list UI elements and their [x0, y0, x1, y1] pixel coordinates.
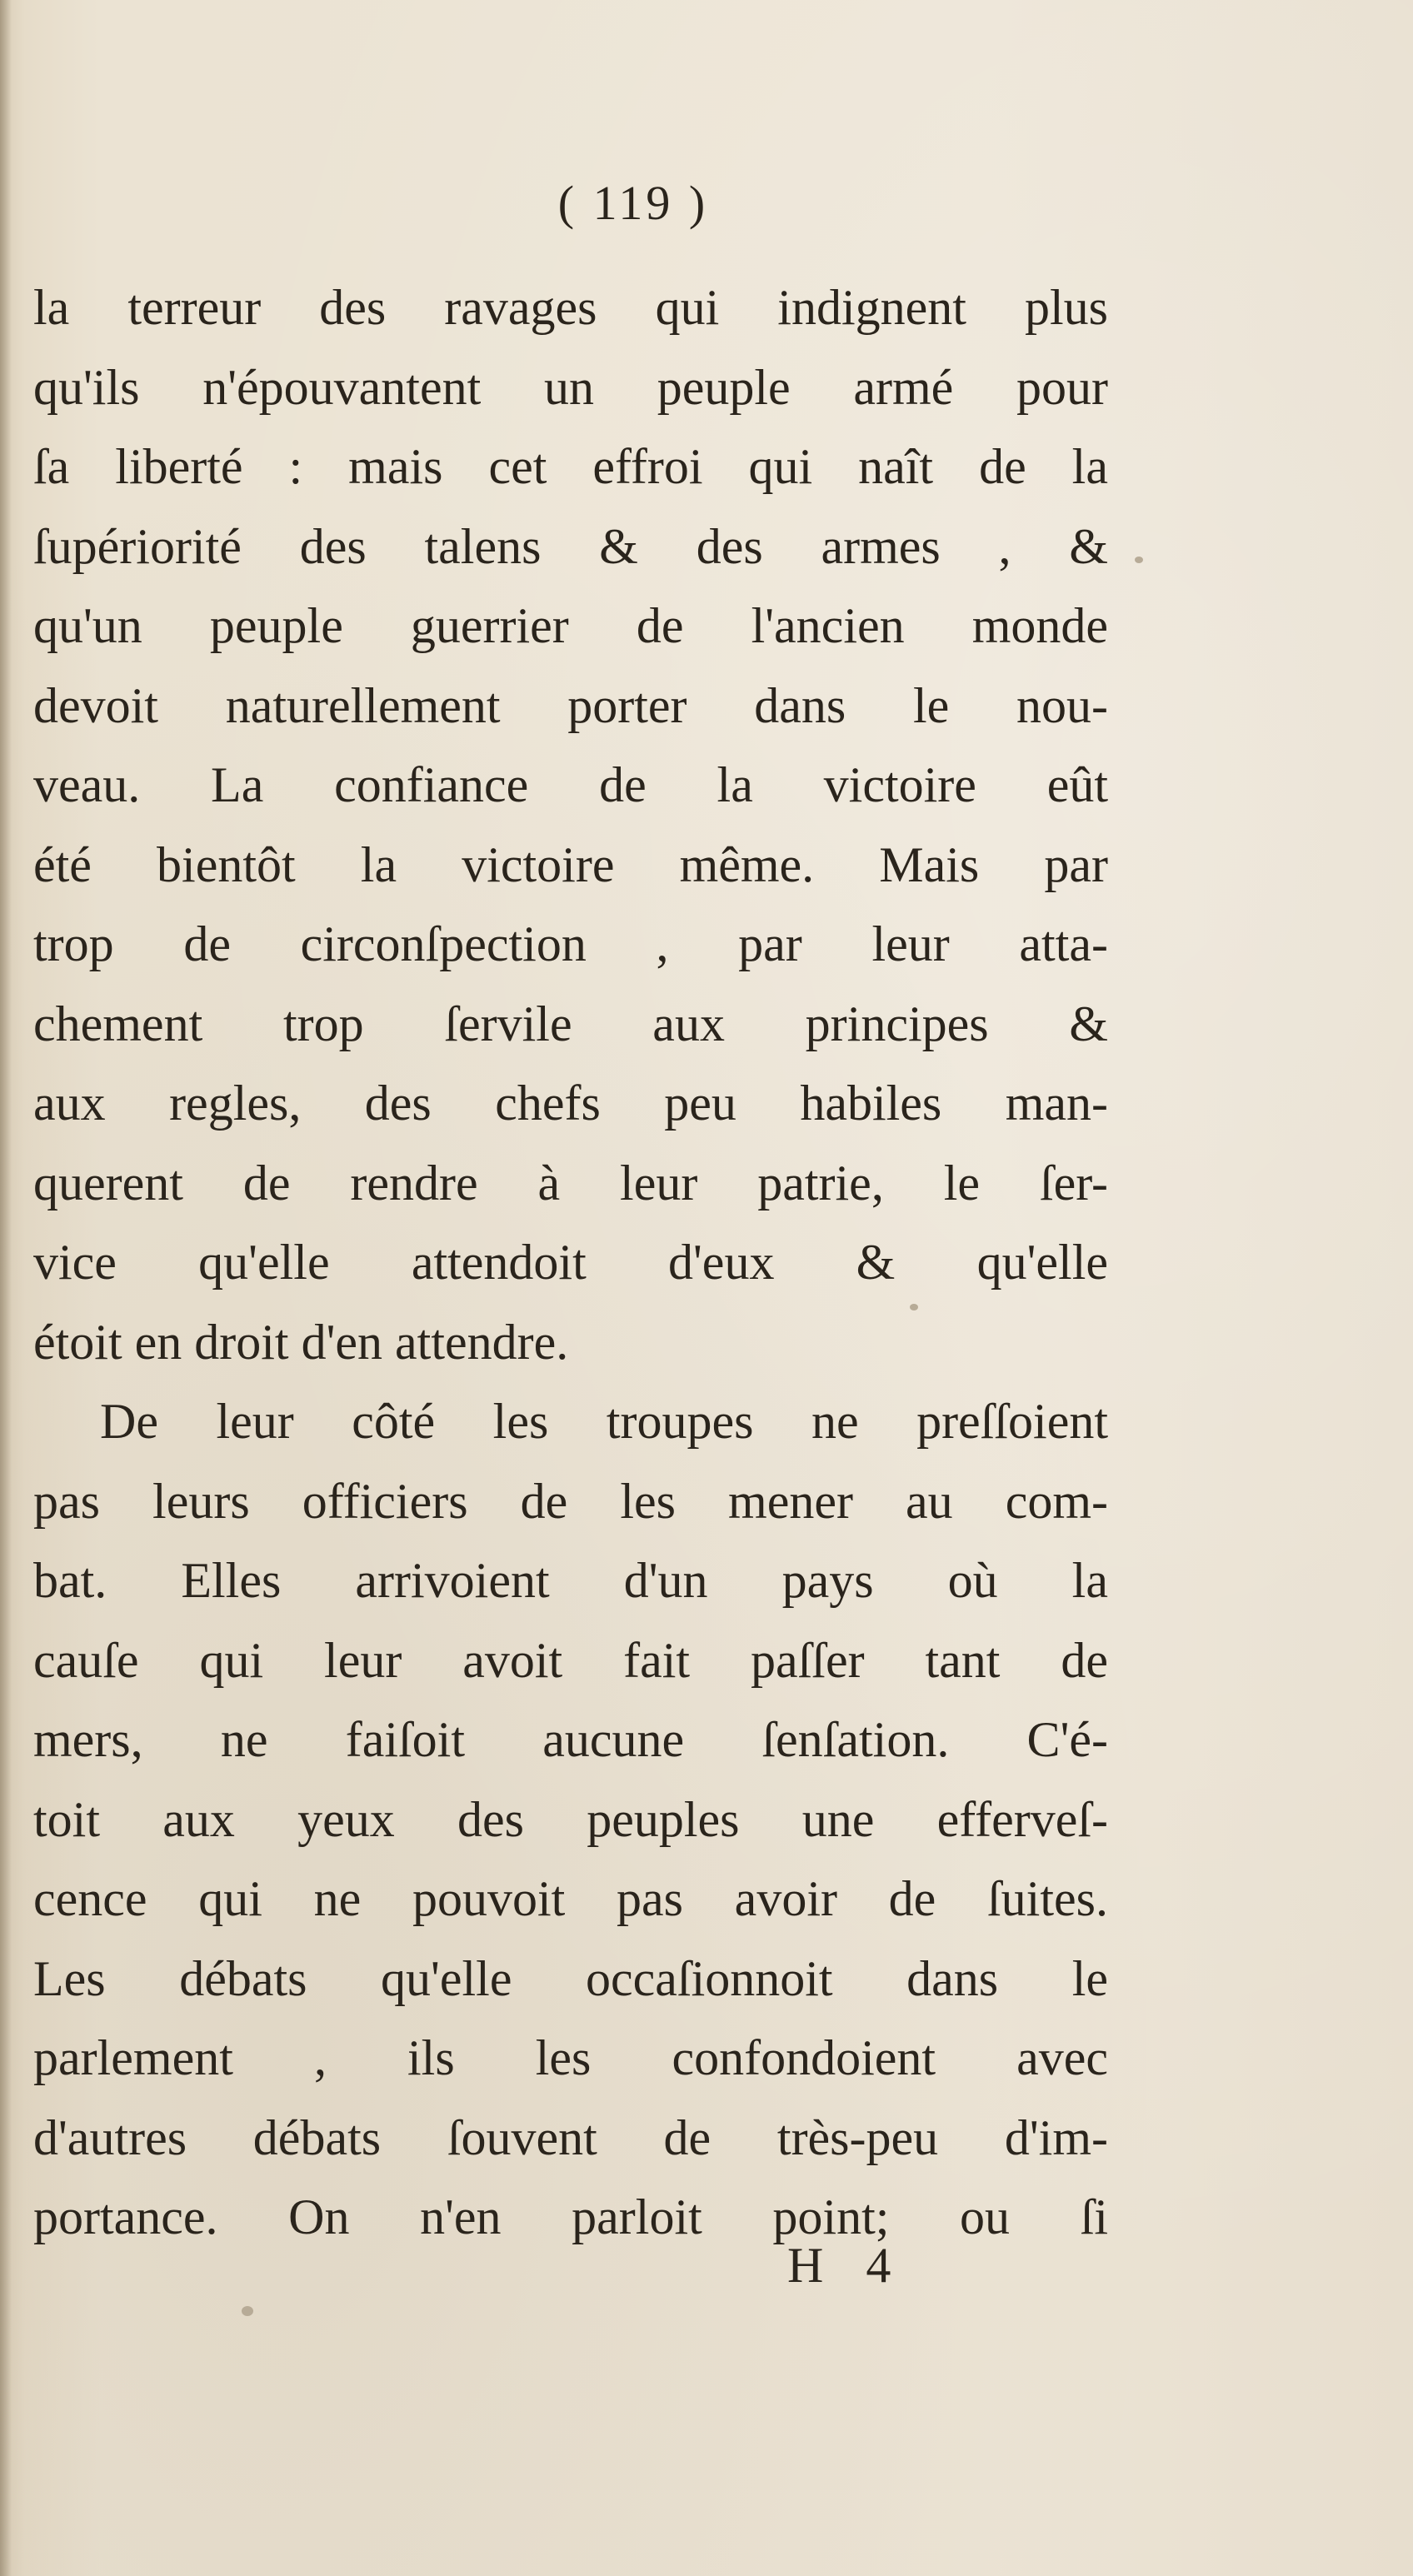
text-line: Les débats qu'elle occaſionnoit dans le: [33, 1950, 1108, 2006]
text-line: toit aux yeux des peuples une efferveſ-: [33, 1791, 1108, 1847]
text-line: querent de rendre à leur patrie, le ſer-: [33, 1155, 1108, 1211]
text-line: été bientôt la victoire même. Mais par: [33, 836, 1108, 892]
text-line: pas leurs officiers de les mener au com-: [33, 1473, 1108, 1529]
paper-speck: [910, 1304, 918, 1310]
text-line: devoit naturellement porter dans le nou-: [33, 677, 1108, 733]
text-line: qu'un peuple guerrier de l'ancien monde: [33, 598, 1108, 653]
text-line: la terreur des ravages qui indignent plus: [33, 280, 1108, 335]
page-number-header: ( 119 ): [557, 176, 709, 230]
paper-speck: [242, 2306, 253, 2316]
text-line: cauſe qui leur avoit fait paſſer tant de: [33, 1632, 1108, 1688]
paragraph-end-line: étoit en droit d'en attendre.: [33, 1314, 569, 1370]
text-line: portance. On n'en parloit point; ou ſi: [33, 2189, 1108, 2244]
binding-gutter: [0, 0, 12, 2576]
text-line: ſa liberté : mais cet effroi qui naît de la: [33, 439, 1108, 494]
text-line: mers, ne faiſoit aucune ſenſation. C'é-: [33, 1712, 1108, 1767]
text-line: qu'ils n'épouvantent un peuple armé pour: [33, 359, 1108, 415]
text-line: trop de circonſpection , par leur atta-: [33, 916, 1108, 971]
text-line: parlement , ils les confondoient avec: [33, 2030, 1108, 2085]
text-line: cence qui ne pouvoit pas avoir de ſuites.: [33, 1871, 1108, 1926]
text-line: bat. Elles arrivoient d'un pays où la: [33, 1553, 1108, 1608]
text-line: veau. La confiance de la victoire eût: [33, 757, 1108, 812]
signature-mark: H 4: [787, 2238, 906, 2293]
text-line: d'autres débats ſouvent de très-peu d'im-: [33, 2109, 1108, 2165]
text-line: aux regles, des chefs peu habiles man-: [33, 1076, 1108, 1131]
text-line: ſupériorité des talens & des armes , &: [33, 518, 1108, 574]
text-line: vice qu'elle attendoit d'eux & qu'elle: [33, 1235, 1108, 1290]
paper-speck: [1135, 557, 1143, 563]
text-line: chement trop ſervile aux principes &: [33, 996, 1108, 1051]
body-text: [33, 268, 1108, 2258]
paragraph-start-line: De leur côté les troupes ne preſſoient: [100, 1394, 1108, 1449]
